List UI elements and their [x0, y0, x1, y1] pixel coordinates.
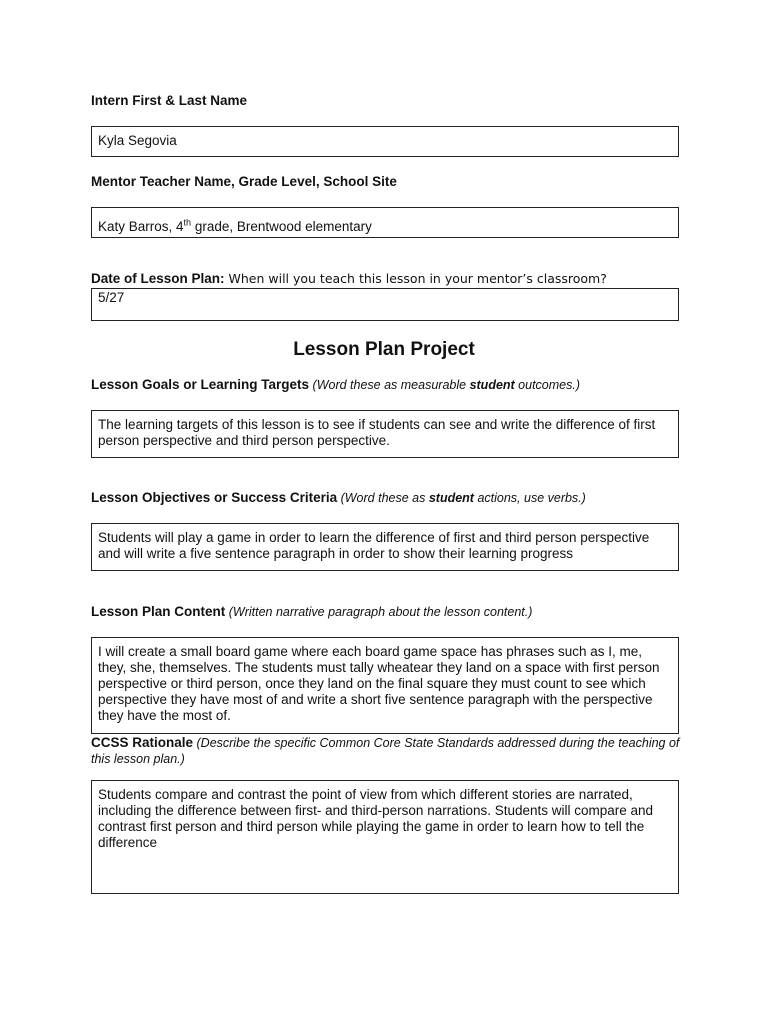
intern-name-value: Kyla Segovia	[98, 133, 177, 148]
goals-text: The learning targets of this lesson is to see if students can see and write the difference of first person perspective and third person perspective.	[98, 417, 656, 448]
lesson-date-field[interactable]	[91, 288, 679, 321]
goals-label: Lesson Goals or Learning Targets (Word these as measurable student outcomes.)	[91, 377, 581, 392]
lesson-date-label: Date of Lesson Plan: When will you teach this lesson in your mentor’s classroom?	[91, 271, 607, 286]
objectives-field[interactable]	[91, 523, 679, 571]
content-label: Lesson Plan Content (Written narrative paragraph about the lesson content.)	[91, 604, 533, 619]
mentor-info-field[interactable]	[91, 207, 679, 238]
lesson-date-value: 5/27	[98, 290, 125, 305]
content-text: I will create a small board game where each board game space has phrases such as I, me, they, she, themselves. The students must tally wheatear they land on a space with first person perspective or third person, once they land on the final square they must count to see which perspective they have most of and write a short five sentence paragraph with the perspective they have the most of.	[98, 644, 660, 723]
ccss-label: CCSS Rationale (Describe the specific Common Core State Standards addressed during the teaching of this lesson plan.)	[91, 735, 680, 766]
page-title: Lesson Plan Project	[293, 339, 475, 360]
objectives-label: Lesson Objectives or Success Criteria (Word these as student actions, use verbs.)	[91, 490, 586, 505]
content-field[interactable]	[91, 637, 679, 734]
intern-name-label: Intern First & Last Name	[91, 93, 248, 108]
ccss-text: Students compare and contrast the point of view from which different stories are narrated, including the difference between first- and third-person narrations. Students will compare and contrast first person and third person while playing the game in order to learn how to tell the difference	[98, 787, 654, 850]
mentor-info-value: Katy Barros, 4th grade, Brentwood elementary	[98, 217, 372, 234]
objectives-text: Students will play a game in order to learn the difference of first and third person perspective and will write a five sentence paragraph in order to show their learning progress	[98, 530, 650, 561]
goals-field[interactable]	[91, 410, 679, 458]
mentor-info-label: Mentor Teacher Name, Grade Level, School Site	[91, 174, 397, 189]
ccss-field[interactable]	[91, 780, 679, 894]
intern-name-field[interactable]	[91, 126, 679, 157]
